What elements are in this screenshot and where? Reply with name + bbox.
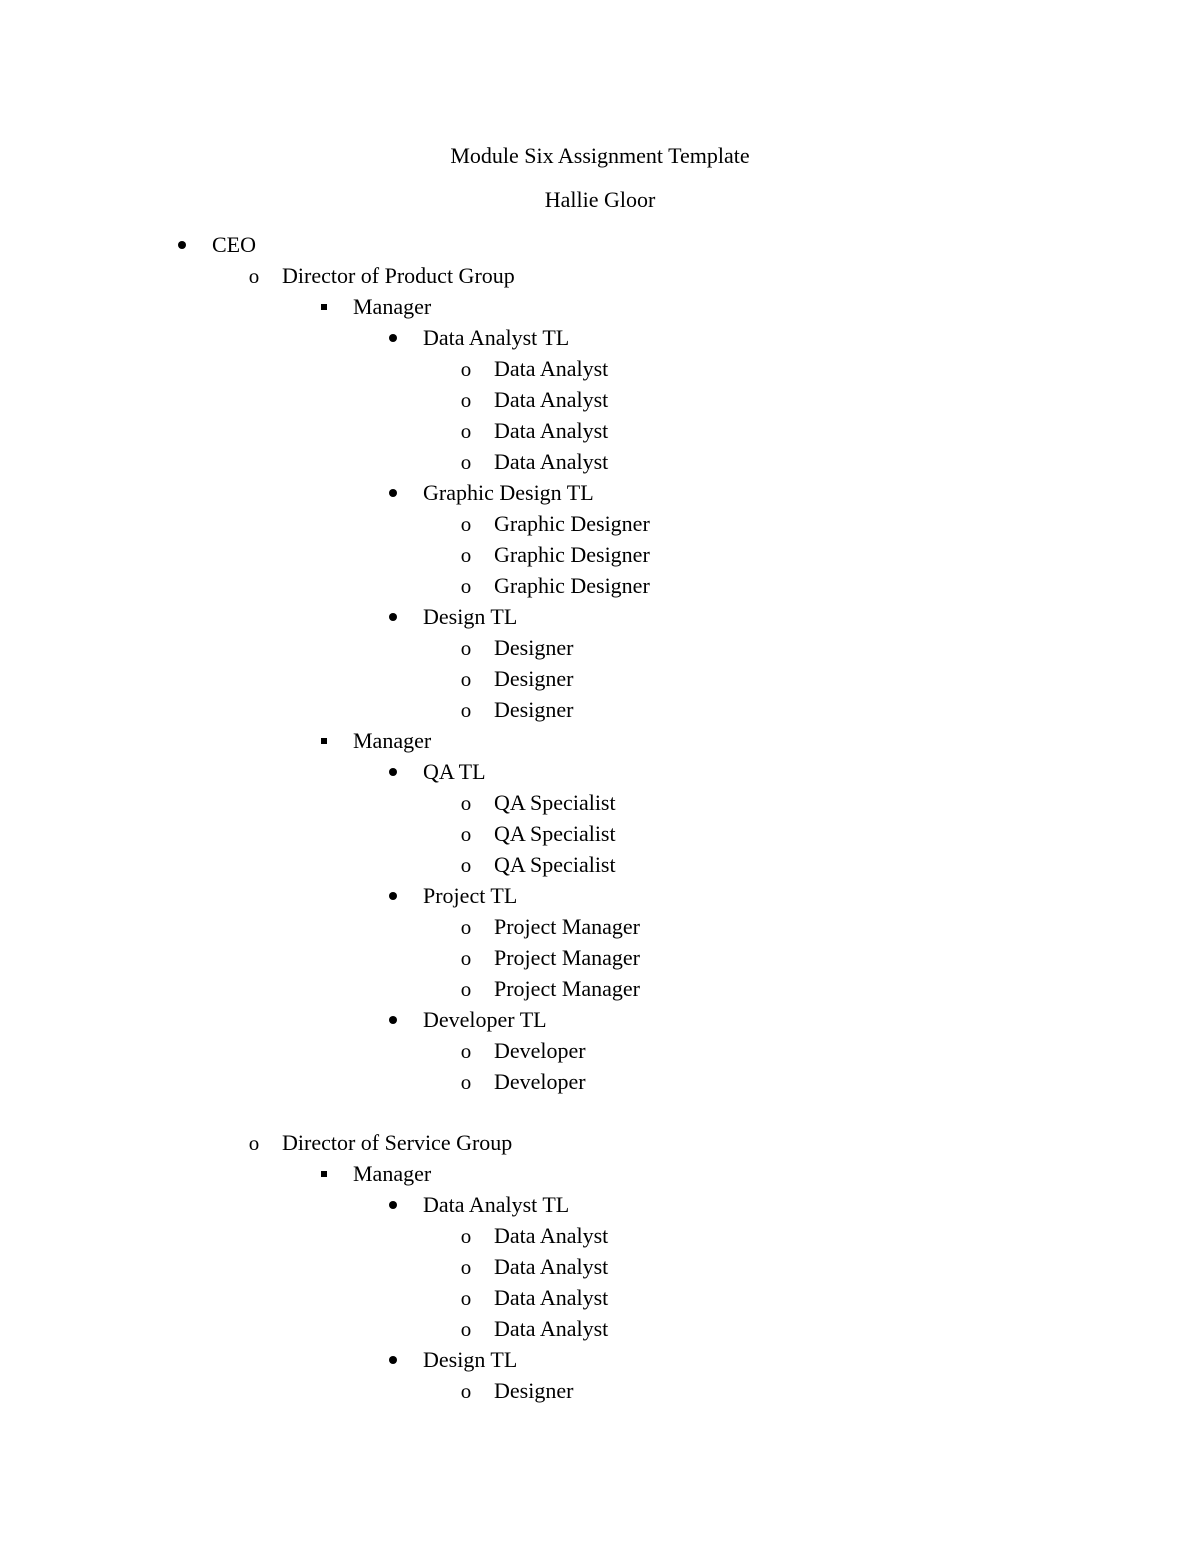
bullet-icon (378, 477, 408, 508)
outline-item-member (0, 539, 1200, 570)
item-label: Data Analyst (494, 356, 609, 381)
circle-bullet-icon: o (460, 1379, 472, 1403)
circle-bullet-icon: o (460, 822, 472, 846)
outline-item-member (0, 694, 1200, 725)
item-label: Data Analyst (494, 1316, 609, 1341)
outline-item-member (0, 446, 1200, 477)
bullet-icon (378, 756, 408, 787)
item-label: Manager (353, 728, 432, 753)
bullet-icon (378, 1004, 408, 1035)
item-label: Data Analyst (494, 1254, 609, 1279)
outline-item-manager (0, 291, 1200, 322)
item-label: Designer (494, 1378, 574, 1403)
circle-bullet-icon: o (460, 915, 472, 939)
outline-item-member (0, 1313, 1200, 1344)
item-label: Data Analyst (494, 449, 609, 474)
outline-item-member (0, 1251, 1200, 1282)
item-label: Design TL (423, 604, 518, 629)
outline-item-member (0, 1282, 1200, 1313)
outline-item-ceo (0, 229, 1200, 260)
outline-item-manager (0, 725, 1200, 756)
outline-item-member (0, 1375, 1200, 1406)
circle-bullet-icon: o (460, 636, 472, 660)
item-label: Data Analyst (494, 418, 609, 443)
square-bullet-icon (309, 291, 339, 322)
outline-item-team-lead (0, 1004, 1200, 1035)
circle-bullet-icon: o (460, 853, 472, 877)
outline-item-team-lead (0, 756, 1200, 787)
document-author: Hallie Gloor (544, 187, 656, 212)
bullet-icon (378, 1344, 408, 1375)
item-label: Project TL (423, 883, 518, 908)
item-label: Data Analyst (494, 1285, 609, 1310)
outline-item-member (0, 1220, 1200, 1251)
document-title: Module Six Assignment Template (450, 143, 750, 168)
outline-item-member (0, 818, 1200, 849)
item-label: Developer (494, 1038, 586, 1063)
square-bullet-icon (309, 725, 339, 756)
item-label: Data Analyst (494, 1223, 609, 1248)
item-label: Graphic Designer (494, 542, 650, 567)
outline-item-manager (0, 1158, 1200, 1189)
circle-bullet-icon: o (460, 512, 472, 536)
bullet-icon (167, 229, 197, 260)
outline-item-team-lead (0, 1344, 1200, 1375)
bullet-icon (378, 601, 408, 632)
bullet-icon (378, 322, 408, 353)
outline-item-member (0, 942, 1200, 973)
outline-item-team-lead (0, 1189, 1200, 1220)
item-label: Designer (494, 697, 574, 722)
outline-item-member (0, 911, 1200, 942)
item-label: Designer (494, 635, 574, 660)
outline-item-member (0, 570, 1200, 601)
circle-bullet-icon: o (460, 357, 472, 381)
item-label: Project Manager (494, 914, 640, 939)
item-label: Project Manager (494, 945, 640, 970)
circle-bullet-icon: o (460, 1317, 472, 1341)
outline-item-team-lead (0, 477, 1200, 508)
item-label: Graphic Design TL (423, 480, 594, 505)
outline-item-team-lead (0, 322, 1200, 353)
outline-item-member (0, 1035, 1200, 1066)
item-label: QA Specialist (494, 821, 616, 846)
item-label: QA TL (423, 759, 486, 784)
circle-bullet-icon: o (460, 667, 472, 691)
outline-item-member (0, 508, 1200, 539)
outline-item-director (0, 260, 1200, 291)
circle-bullet-icon: o (460, 791, 472, 815)
outline-item-team-lead (0, 880, 1200, 911)
outline-item-member (0, 1066, 1200, 1097)
circle-bullet-icon: o (460, 1070, 472, 1094)
outline-item-member (0, 415, 1200, 446)
item-label: Designer (494, 666, 574, 691)
circle-bullet-icon: o (460, 450, 472, 474)
circle-bullet-icon: o (460, 946, 472, 970)
circle-bullet-icon: o (248, 264, 260, 288)
item-label: Data Analyst TL (423, 325, 570, 350)
outline-item-member (0, 849, 1200, 880)
bullet-icon (378, 1189, 408, 1220)
item-label: Data Analyst (494, 387, 609, 412)
outline-item-team-lead (0, 601, 1200, 632)
outline-item-member (0, 353, 1200, 384)
circle-bullet-icon: o (460, 1039, 472, 1063)
bullet-icon (378, 880, 408, 911)
circle-bullet-icon: o (460, 419, 472, 443)
item-label: Graphic Designer (494, 511, 650, 536)
circle-bullet-icon: o (248, 1131, 260, 1155)
circle-bullet-icon: o (460, 1286, 472, 1310)
circle-bullet-icon: o (460, 698, 472, 722)
item-label: Developer TL (423, 1007, 547, 1032)
item-label: QA Specialist (494, 790, 616, 815)
item-label: CEO (212, 232, 256, 257)
item-label: Project Manager (494, 976, 640, 1001)
circle-bullet-icon: o (460, 977, 472, 1001)
square-bullet-icon (309, 1158, 339, 1189)
item-label: Graphic Designer (494, 573, 650, 598)
circle-bullet-icon: o (460, 1224, 472, 1248)
item-label: Manager (353, 1161, 432, 1186)
paragraph-spacer (0, 1097, 1200, 1127)
circle-bullet-icon: o (460, 543, 472, 567)
outline-item-director (0, 1127, 1200, 1158)
item-label: Data Analyst TL (423, 1192, 570, 1217)
org-outline (0, 229, 1200, 1406)
circle-bullet-icon: o (460, 1255, 472, 1279)
circle-bullet-icon: o (460, 574, 472, 598)
item-label: Design TL (423, 1347, 518, 1372)
item-label: Developer (494, 1069, 586, 1094)
item-label: Director of Service Group (282, 1130, 513, 1155)
outline-item-member (0, 787, 1200, 818)
outline-item-member (0, 973, 1200, 1004)
outline-item-member (0, 663, 1200, 694)
outline-item-member (0, 632, 1200, 663)
item-label: Director of Product Group (282, 263, 515, 288)
circle-bullet-icon: o (460, 388, 472, 412)
item-label: QA Specialist (494, 852, 616, 877)
item-label: Manager (353, 294, 432, 319)
outline-item-member (0, 384, 1200, 415)
